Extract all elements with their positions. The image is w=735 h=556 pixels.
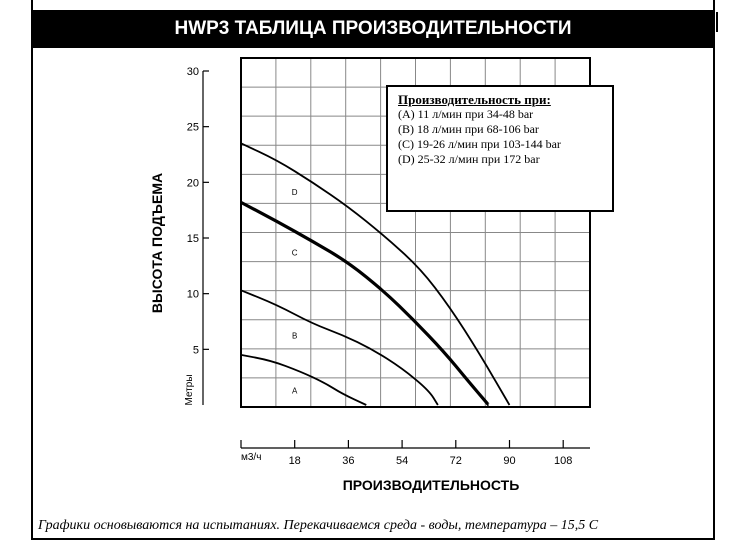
y-tick-label: 25 [186, 121, 199, 134]
legend-item-b: (B) 18 л/мин при 68-106 bar [398, 122, 539, 136]
y-axis [187, 66, 209, 405]
y-tick-label: 20 [186, 177, 199, 190]
page-title: HWP3 ТАБЛИЦА ПРОИЗВОДИТЕЛЬНОСТИ [31, 10, 715, 48]
x-axis-unit: м3/ч [241, 452, 262, 463]
x-tick-label: 18 [288, 455, 301, 467]
x-tick-label: 72 [449, 455, 462, 467]
x-tick-label: 36 [342, 455, 355, 467]
curve-label-d: D [291, 188, 298, 198]
x-tick-label: 90 [503, 455, 516, 467]
legend-item-d: (D) 25-32 л/мин при 172 bar [398, 152, 540, 166]
curve-b [241, 290, 438, 405]
footer-note: Графики основываются на испытаниях. Перекачиваемся среда - воды, температура – 15,5 С [38, 518, 599, 533]
legend-item-c: (C) 19-26 л/мин при 103-144 bar [398, 137, 561, 151]
legend-box [386, 85, 614, 212]
curve-label-b: B [292, 331, 298, 341]
y-tick-label: 5 [192, 344, 199, 357]
x-axis [241, 440, 590, 467]
y-tick-label: 10 [186, 288, 199, 301]
y-axis-unit: Метры [184, 374, 195, 406]
curve-label-c: C [291, 248, 298, 258]
legend-item-a: (A) 11 л/мин при 34-48 bar [398, 107, 534, 121]
x-tick-label: 54 [395, 455, 409, 467]
x-axis-label: ПРОИЗВОДИТЕЛЬНОСТЬ [342, 477, 520, 493]
y-tick-label: 30 [186, 66, 199, 78]
y-tick-label: 15 [186, 233, 199, 245]
y-axis-label: ВЫСОТА ПОДЪЕМА [149, 172, 165, 314]
curve-label-a: A [292, 386, 298, 396]
legend-title: Производительность при: [398, 92, 551, 107]
x-tick-label: 108 [554, 455, 573, 467]
curve-a [241, 355, 366, 405]
